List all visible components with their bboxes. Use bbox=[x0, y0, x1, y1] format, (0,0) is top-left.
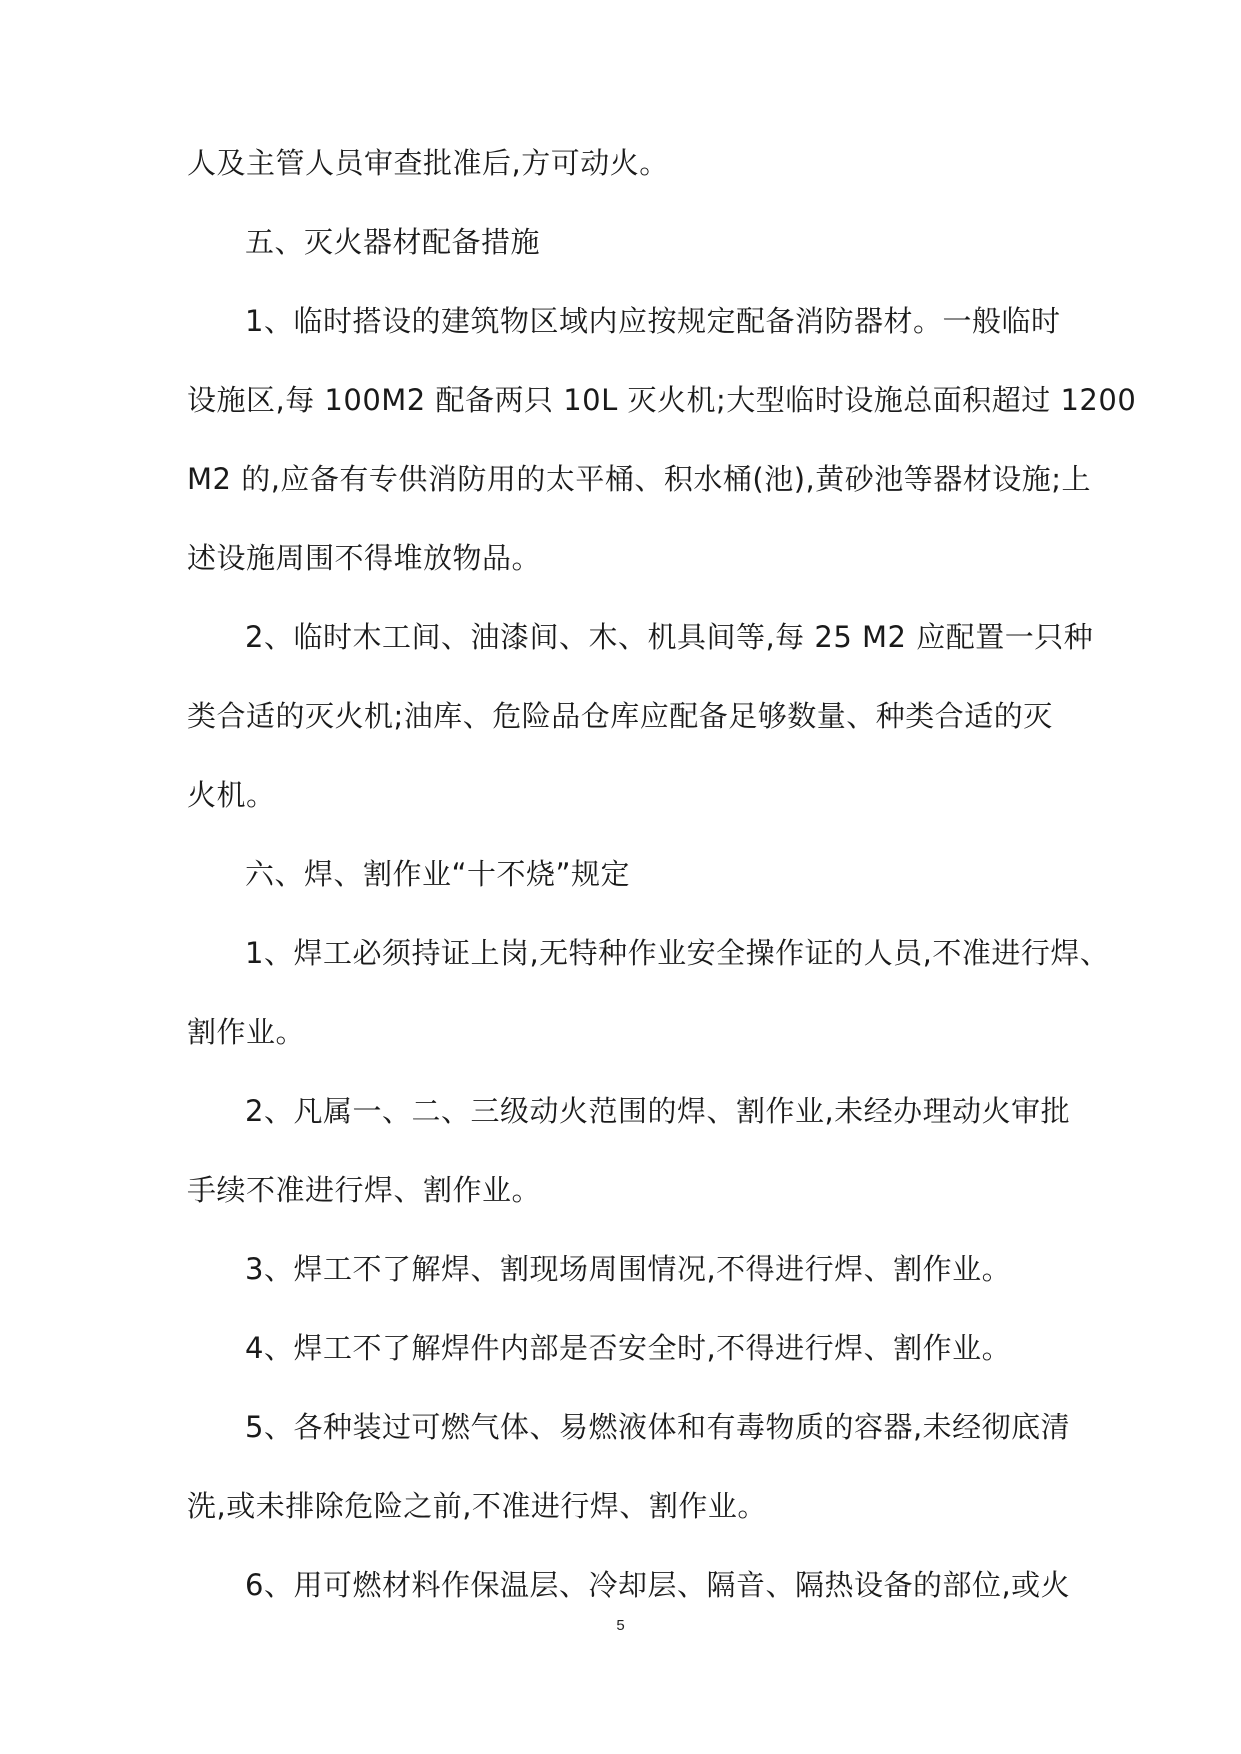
text-line: 5、各种装过可燃气体、易燃液体和有毒物质的容器,未经彻底清 bbox=[245, 1410, 1071, 1444]
text-line: 火机。 bbox=[187, 778, 276, 812]
page-number: 5 bbox=[616, 1617, 625, 1634]
text-line: 述设施周围不得堆放物品。 bbox=[187, 541, 542, 575]
section-heading: 六、焊、割作业“十不烧”规定 bbox=[245, 857, 631, 891]
text-line: 设施区,每 100M2 配备两只 10L 灭火机;大型临时设施总面积超过 1200 bbox=[187, 383, 1137, 417]
text-line: 3、焊工不了解焊、割现场周围情况,不得进行焊、割作业。 bbox=[245, 1252, 1012, 1286]
text-line: 类合适的灭火机;油库、危险品仓库应配备足够数量、种类合适的灭 bbox=[187, 699, 1053, 733]
text-line: M2 的,应备有专供消防用的太平桶、积水桶(池),黄砂池等器材设施;上 bbox=[187, 462, 1092, 496]
section-heading: 五、灭火器材配备措施 bbox=[245, 225, 541, 259]
text-line: 2、临时木工间、油漆间、木、机具间等,每 25 M2 应配置一只种 bbox=[245, 620, 1094, 654]
text-line: 1、焊工必须持证上岗,无特种作业安全操作证的人员,不准进行焊、 bbox=[245, 936, 1110, 970]
text-line: 割作业。 bbox=[187, 1015, 306, 1049]
text-line: 人及主管人员审查批准后,方可动火。 bbox=[187, 146, 669, 180]
text-line: 2、凡属一、二、三级动火范围的焊、割作业,未经办理动火审批 bbox=[245, 1094, 1071, 1128]
text-line: 手续不准进行焊、割作业。 bbox=[187, 1173, 542, 1207]
text-line: 6、用可燃材料作保温层、冷却层、隔音、隔热设备的部位,或火 bbox=[245, 1568, 1071, 1602]
text-line: 4、焊工不了解焊件内部是否安全时,不得进行焊、割作业。 bbox=[245, 1331, 1012, 1365]
text-line: 洗,或未排除危险之前,不准进行焊、割作业。 bbox=[187, 1489, 767, 1523]
text-line: 1、临时搭设的建筑物区域内应按规定配备消防器材。一般临时 bbox=[245, 304, 1061, 338]
